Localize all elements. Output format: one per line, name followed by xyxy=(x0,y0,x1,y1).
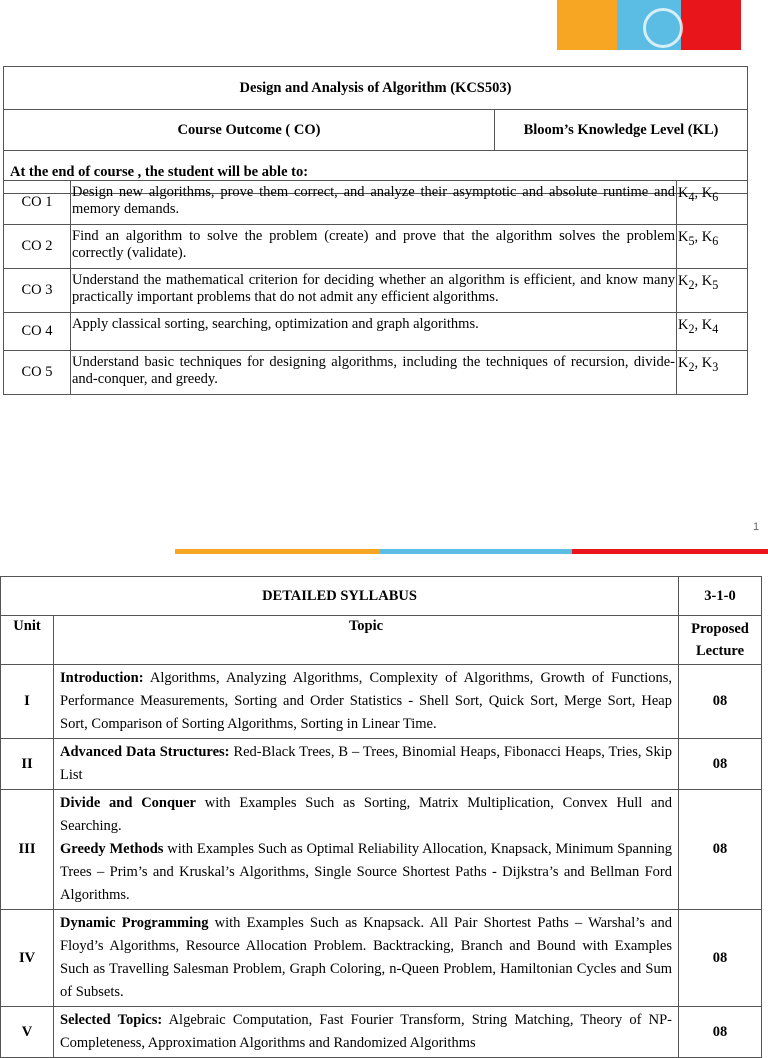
syllabus-title: DETAILED SYLLABUS xyxy=(1,577,679,616)
unit-header: Unit xyxy=(1,616,54,665)
syllabus-table xyxy=(0,576,762,1058)
co-description: Apply classical sorting, searching, optimization and graph algorithms. xyxy=(71,313,677,351)
unit-number: III xyxy=(1,790,54,910)
course-title: Design and Analysis of Algorithm (KCS503) xyxy=(4,67,748,110)
co-description: Find an algorithm to solve the problem (create) and prove that the algorithm solves the problem correctly (validate). xyxy=(71,225,677,269)
unit-lectures: 08 xyxy=(679,665,762,739)
unit-topic: Selected Topics: Algebraic Computation, Fast Fourier Transform, String Matching, Theory of NP-Completeness, Approximation Algorithms and Randomized Algorithms xyxy=(54,1007,679,1058)
ltp-value: 3-1-0 xyxy=(679,577,762,616)
co-description: Understand basic techniques for designing algorithms, including the techniques of recursion, divide-and-conquer, and greedy. xyxy=(71,351,677,395)
co-id: CO 1 xyxy=(4,181,71,225)
co-id: CO 3 xyxy=(4,269,71,313)
co-knowledge-level: $K_2$, $K_4$ xyxy=(677,313,748,351)
table-row xyxy=(4,351,748,395)
unit-topic: Introduction: Algorithms, Analyzing Algorithms, Complexity of Algorithms, Growth of Functions, Performance Measurements, Sorting and Order Statistics - Shell Sort, Quick Sort, Merge Sort, Heap Sort, Comparison of Sorting Algorithms, Sorting in Linear Time. xyxy=(54,665,679,739)
unit-number: I xyxy=(1,665,54,739)
co-id: CO 5 xyxy=(4,351,71,395)
lecture-header: Proposed Lecture xyxy=(679,616,762,665)
unit-lectures: 08 xyxy=(679,790,762,910)
unit-lectures: 08 xyxy=(679,1007,762,1058)
table-row xyxy=(4,313,748,351)
table-row xyxy=(1,790,762,910)
unit-number: IV xyxy=(1,910,54,1007)
divider-red xyxy=(572,549,768,554)
divider-blue xyxy=(380,549,572,554)
table-row xyxy=(1,910,762,1007)
co-id: CO 4 xyxy=(4,313,71,351)
co-id: CO 2 xyxy=(4,225,71,269)
table-row xyxy=(4,269,748,313)
table-row xyxy=(1,1007,762,1058)
table-row xyxy=(1,665,762,739)
unit-lectures: 08 xyxy=(679,739,762,790)
course-outcome-header: Course Outcome ( CO) xyxy=(4,110,495,151)
unit-topic: Dynamic Programming with Examples Such as Knapsack. All Pair Shortest Paths – Warshal’s and Floyd’s Algorithms, Resource Allocation Problem. Backtracking, Branch and Bound with Examples Such as Travelling Salesman Problem, Graph Coloring, n-Queen Problem, Hamiltonian Cycles and Sum of Subsets. xyxy=(54,910,679,1007)
table-row xyxy=(4,225,748,269)
logo-orange-block xyxy=(557,0,617,50)
unit-topic: Divide and Conquer with Examples Such as Sorting, Matrix Multiplication, Convex Hull and Searching. Greedy Methods with Examples Such as Optimal Reliability Allocation, Knapsack, Minimum Spanning Trees – Prim’s and Kruskal’s Algorithms, Single Source Shortest Paths - Dijkstra’s and Bellman Ford Algorithms. xyxy=(54,790,679,910)
unit-number: V xyxy=(1,1007,54,1058)
co-knowledge-level: $K_2$, $K_5$ xyxy=(677,269,748,313)
unit-topic: Advanced Data Structures: Red-Black Trees, B – Trees, Binomial Heaps, Fibonacci Heaps, Tries, Skip List xyxy=(54,739,679,790)
topic-header: Topic xyxy=(54,616,679,665)
gear-icon xyxy=(643,8,683,48)
course-intro: At the end of course , the student will be able to: xyxy=(4,151,748,194)
course-outcome-rows xyxy=(3,180,748,395)
page-number: 1 xyxy=(753,521,760,533)
knowledge-level-header: Bloom’s Knowledge Level (KL) xyxy=(495,110,748,151)
unit-number: II xyxy=(1,739,54,790)
table-row xyxy=(1,739,762,790)
co-knowledge-level: $K_4$, $K_6$ xyxy=(677,181,748,225)
brand-logo xyxy=(557,0,741,50)
co-knowledge-level: $K_2$, $K_3$ xyxy=(677,351,748,395)
logo-red-block xyxy=(681,0,741,50)
course-outcome-table xyxy=(3,66,748,194)
co-description: Understand the mathematical criterion for deciding whether an algorithm is efficient, and know many practically important problems that do not admit any efficient algorithms. xyxy=(71,269,677,313)
table-row xyxy=(4,181,748,225)
unit-lectures: 08 xyxy=(679,910,762,1007)
co-knowledge-level: $K_5$, $K_6$ xyxy=(677,225,748,269)
page-break-whitespace xyxy=(0,397,768,517)
divider-orange xyxy=(175,549,380,554)
co-description: Design new algorithms, prove them correct, and analyze their asymptotic and absolute runtime and memory demands. xyxy=(71,181,677,225)
